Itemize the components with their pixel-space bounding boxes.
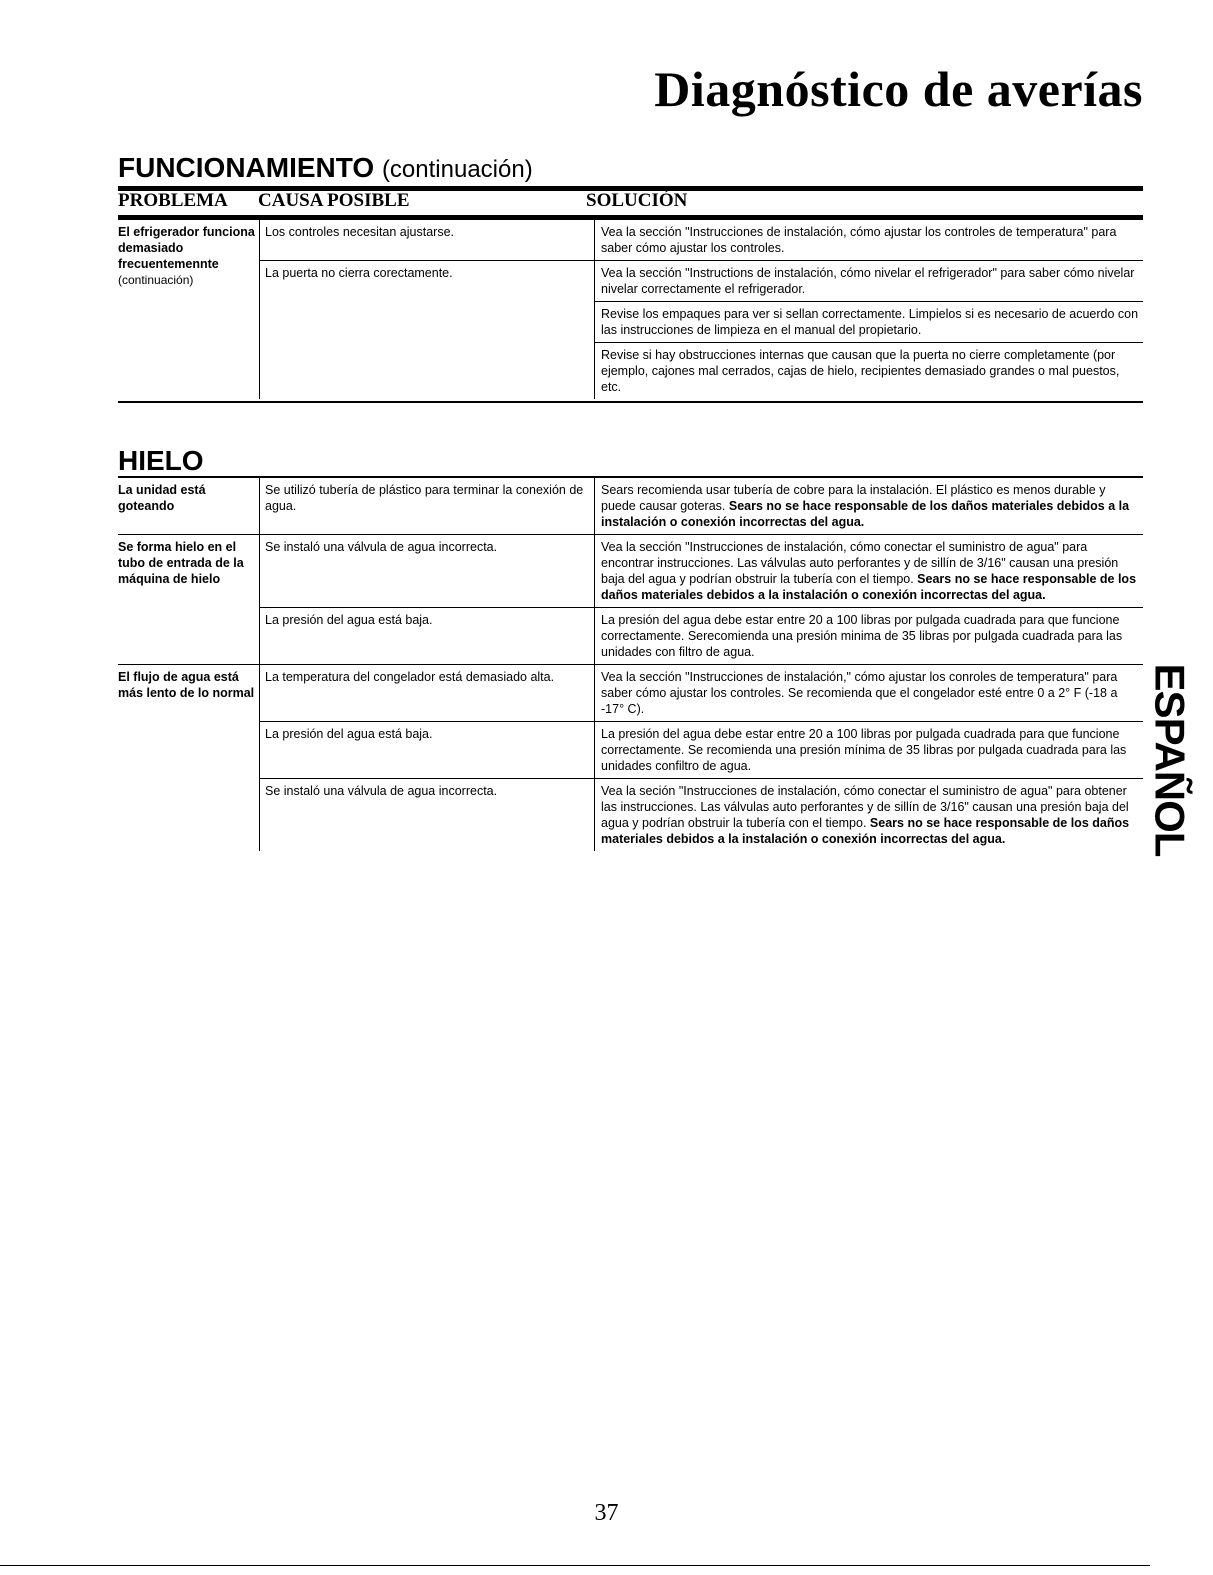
side-tab-label: ESPAÑOL — [1146, 663, 1194, 857]
cause-solution-group — [259, 535, 1143, 664]
solution-cell — [594, 220, 1143, 260]
solution-text — [595, 301, 1143, 342]
bottom-rule — [0, 1565, 1150, 1566]
troubleshooting-table-hielo — [118, 478, 1143, 851]
solution-text — [595, 535, 1143, 607]
solution-body: La presión del agua debe estar entre 20 a 100 libras por pulgada cuadrada para que funcione correctamente. Se recomienda una presión mínima de 35 libras por pulgada cuadrada para las unidades confiltro de agua. — [601, 727, 1127, 773]
table-row — [118, 220, 1143, 399]
cause-row — [259, 721, 1143, 778]
problem-cell — [118, 665, 259, 851]
solution-body: Revise si hay obstrucciones internas que causan que la puerta no cierre completamente (por ejemplo, cajones mal cerrados, cajas de hielo, recipientes demasiado grandes o mal puestos, etc. — [601, 348, 1120, 394]
solution-text — [595, 722, 1143, 778]
solution-text — [595, 261, 1143, 301]
cause-row — [259, 665, 1143, 721]
problem-text: La unidad está goteando — [118, 483, 206, 513]
cause-cell: La puerta no cierra corectamente. — [259, 261, 594, 399]
cause-cell: Se instaló una válvula de agua incorrecta. — [259, 779, 594, 851]
column-header-cause: CAUSA POSIBLE — [258, 190, 410, 211]
solution-text — [595, 779, 1143, 851]
solution-text — [595, 608, 1143, 664]
problem-note: (continuación) — [118, 273, 194, 287]
solution-body: Vea la sección "Instructions de instalación, cómo nivelar el refrigerador" para saber cómo nivelar nivelar correctamente el refrigerador. — [601, 266, 1135, 296]
cause-row — [259, 778, 1143, 851]
column-header-problem: PROBLEMA — [118, 190, 228, 211]
problem-text: El flujo de agua está más lento de lo normal — [118, 670, 255, 700]
solution-cell — [594, 722, 1143, 778]
solution-cell — [594, 261, 1143, 399]
cause-row — [259, 535, 1143, 607]
problem-cell — [118, 535, 259, 664]
solution-text — [595, 342, 1143, 399]
solution-text — [595, 665, 1143, 721]
solution-body: Sears recomienda usar tubería de cobre para la instalación. El plástico es menos durable y puede causar goteras. — [601, 483, 1106, 513]
cause-cell: Se instaló una válvula de agua incorrecta. — [259, 535, 594, 607]
solution-body: Revise los empaques para ver si sellan correctamente. Limpielos si es necesario de acuerdo con las instrucciones de limpieza en el manual del propietario. — [601, 307, 1139, 337]
solution-disclaimer: Sears no se hace responsable de los daños materiales debidos a la instalación o conexión incorrectas del agua. — [601, 499, 1130, 529]
solution-text — [595, 478, 1143, 534]
solution-body: Vea la sección "Instrucciones de instalación, cómo ajustar los controles de temperatura" para saber cómo ajustar los controles. — [601, 225, 1117, 255]
cause-row — [259, 260, 1143, 399]
table-row — [118, 534, 1143, 664]
solution-text — [595, 220, 1143, 260]
section-heading-hielo — [118, 445, 204, 477]
cause-solution-group — [259, 220, 1143, 399]
problem-text: Se forma hielo en el tubo de entrada de la máquina de hielo — [118, 540, 244, 586]
solution-cell — [594, 779, 1143, 851]
page-number: 37 — [594, 1500, 619, 1526]
solution-body: Vea la sección "Instrucciones de instalación," cómo ajustar los conroles de temperatura" para saber cómo ajustar los controles. Se recomienda que el congelador esté entre 0 a 2° F (-18 a -17° C). — [601, 670, 1118, 716]
language-side-tab — [1146, 645, 1194, 875]
cause-row — [259, 220, 1143, 260]
cause-cell: La presión del agua está baja. — [259, 608, 594, 664]
cause-row — [259, 607, 1143, 664]
page-title: Diagnóstico de averías — [654, 61, 1143, 117]
solution-body: La presión del agua debe estar entre 20 a 100 libras por pulgada cuadrada para que funcione correctamente. Serecomienda una presión minima de 35 libras por pulgada cuadrada para las unidades con filtro de agua. — [601, 613, 1123, 659]
solution-cell — [594, 665, 1143, 721]
section-heading-text: FUNCIONAMIENTO — [118, 152, 375, 183]
solution-cell — [594, 608, 1143, 664]
cause-row — [259, 478, 1143, 534]
section-heading-text: HIELO — [118, 445, 204, 476]
section-heading-funcionamiento — [118, 152, 533, 184]
table-row — [118, 664, 1143, 851]
section-heading-continuation: (continuación) — [381, 156, 533, 183]
table-end-rule — [118, 401, 1143, 403]
solution-body: Vea la sección "Instrucciones de instalación, cómo conectar el suministro de agua" para encontrar instrucciones. Las válvulas auto perforantes y de sillín de 3/16" causan una presión baja del agua y podrían obstruir la tubería con el tiempo. — [601, 540, 1119, 586]
cause-cell: Los controles necesitan ajustarse. — [259, 220, 594, 260]
solution-disclaimer: Sears no se hace responsable de los daños materiales debidos a la instalación o conexión incorrectas del agua. — [601, 572, 1137, 602]
solution-disclaimer: Sears no se hace responsable de los daños materiales debidos a la instalación o conexión incorrectas del agua. — [601, 816, 1130, 846]
table-row — [118, 478, 1143, 534]
column-header-solution: SOLUCIÓN — [586, 190, 688, 211]
troubleshooting-table-funcionamiento — [118, 220, 1143, 399]
problem-cell — [118, 220, 259, 399]
solution-cell — [594, 478, 1143, 534]
cause-cell: Se utilizó tubería de plástico para terminar la conexión de agua. — [259, 478, 594, 534]
cause-cell: La presión del agua está baja. — [259, 722, 594, 778]
cause-solution-group — [259, 478, 1143, 534]
cause-solution-group — [259, 665, 1143, 851]
problem-text: El efrigerador funciona demasiado frecuentemennte — [118, 225, 255, 271]
solution-body: Vea la seción "Instrucciones de instalación, cómo conectar el suministro de agua" para obtener las instrucciones. Las válvulas auto perforantes y de sillín de 3/16" causan una presión baja del agua y podrían obstruir la tubería con el tiempo. — [601, 784, 1129, 830]
solution-cell — [594, 535, 1143, 607]
cause-cell: La temperatura del congelador está demasiado alta. — [259, 665, 594, 721]
problem-cell — [118, 478, 259, 534]
